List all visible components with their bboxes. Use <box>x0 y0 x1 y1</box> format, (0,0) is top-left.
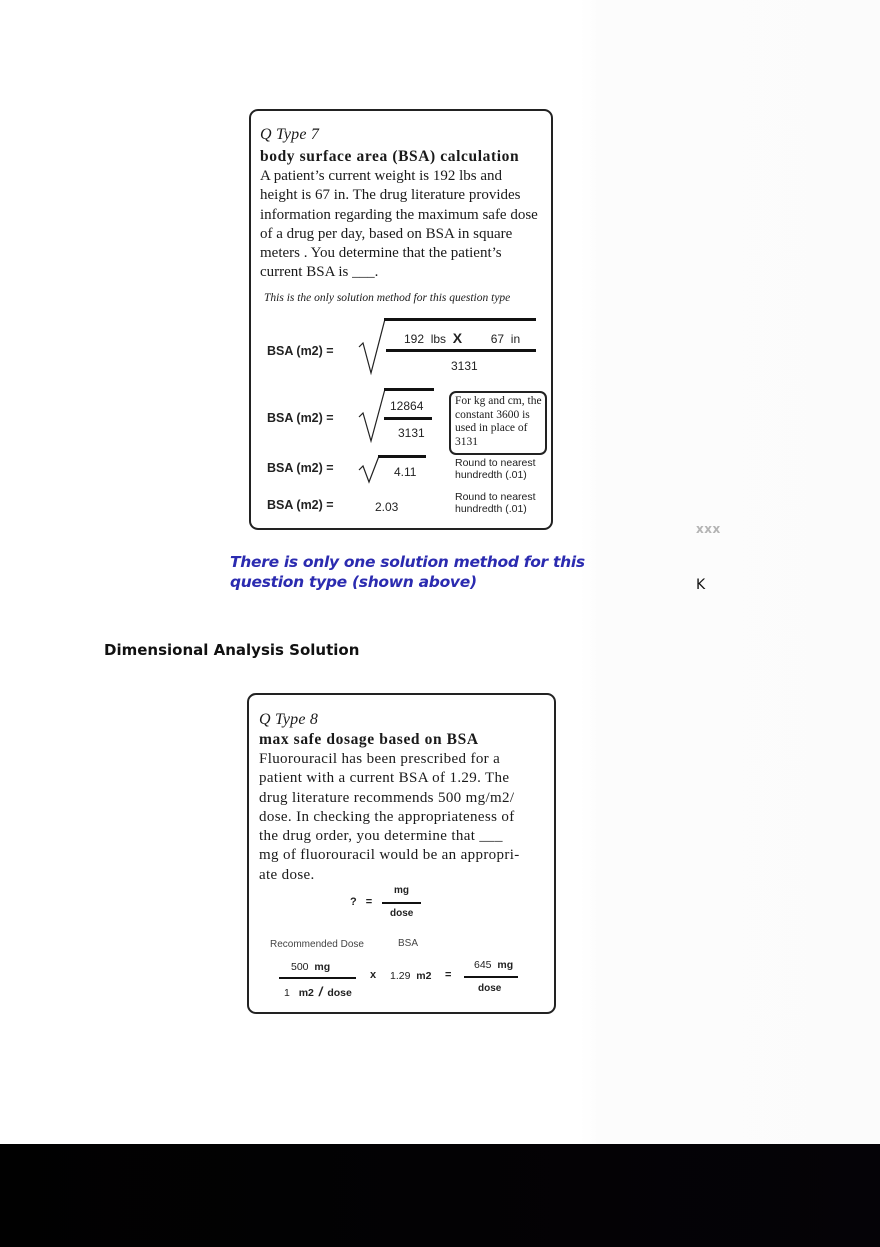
q-type-8-card <box>247 693 556 1014</box>
unknown-symbol: ? <box>350 896 357 908</box>
radical-bar <box>384 388 434 391</box>
result-denominator: dose <box>478 983 502 994</box>
constant-note-line: For kg and cm, the <box>455 395 542 407</box>
fraction-bar <box>382 902 421 904</box>
radical-bar <box>378 455 426 458</box>
q7-body-line: information regarding the maximum safe dose <box>260 206 538 223</box>
margin-mark-xxx: xxx <box>696 522 721 536</box>
bsa-term <box>390 970 431 982</box>
square-root-icon <box>357 454 387 484</box>
setup-unknown <box>350 896 372 908</box>
constant-note-box <box>449 391 547 455</box>
height-value: 67 <box>490 332 505 346</box>
round-note-line: hundredth (.01) <box>455 469 527 481</box>
weight-value: 192 <box>404 332 425 346</box>
q7-step2-numerator: 12864 <box>390 399 424 413</box>
margin-mark-k: K <box>696 577 706 593</box>
fraction-bar <box>464 976 518 978</box>
q7-title: body surface area (BSA) calculation <box>260 148 520 165</box>
setup-numerator: mg <box>394 885 409 896</box>
weight-unit: lbs <box>430 332 447 346</box>
bsa-unit: m2 <box>416 970 432 982</box>
section-heading: Dimensional Analysis Solution <box>104 641 360 659</box>
dose-value: 500 <box>291 961 309 973</box>
equals-symbol: = <box>365 896 373 908</box>
solution-method-note <box>230 552 585 592</box>
multiply-operator: X <box>452 330 463 346</box>
q8-title: max safe dosage based on BSA <box>259 731 479 748</box>
bsa-header: BSA <box>398 938 419 949</box>
q7-step1-denominator: 3131 <box>451 359 478 373</box>
q7-body <box>260 167 538 283</box>
fraction-bar <box>386 349 536 352</box>
q-type-7-card <box>249 109 553 530</box>
result-value: 645 <box>474 959 492 971</box>
q7-method-note: This is the only solution method for this question type <box>264 292 511 304</box>
constant-note-line: used in place of <box>455 422 528 434</box>
q7-body-line: current BSA is ___. <box>260 264 379 281</box>
square-root-icon <box>357 387 387 445</box>
round-note-line: hundredth (.01) <box>455 503 527 515</box>
q8-body-line: patient with a current BSA of 1.29. The <box>259 770 510 787</box>
fraction-bar <box>384 417 432 420</box>
dose-unit: mg <box>314 961 331 973</box>
square-root-icon <box>357 317 387 377</box>
q7-step3-label: BSA (m2) = <box>267 461 334 475</box>
result-numerator <box>474 959 513 971</box>
q7-type-label: Q Type 7 <box>260 126 320 143</box>
q7-step2-denominator: 3131 <box>398 426 425 440</box>
den-unit2: dose <box>327 987 352 999</box>
q7-step4-note <box>455 491 536 515</box>
bottom-black-band <box>0 1144 880 1247</box>
constant-note-line: constant 3600 is <box>455 408 530 421</box>
q7-step4-label: BSA (m2) = <box>267 498 334 512</box>
q8-body <box>259 750 520 885</box>
height-unit: in <box>510 332 521 346</box>
q8-type-label: Q Type 8 <box>259 711 319 728</box>
frac1-numerator <box>291 961 330 973</box>
q7-body-line: meters . You determine that the patient’s <box>260 245 502 262</box>
q8-body-line: drug literature recommends 500 mg/m2/ <box>259 789 515 806</box>
slash: / <box>318 984 323 999</box>
result-equals: = <box>445 969 452 981</box>
q7-step1-label: BSA (m2) = <box>267 344 334 358</box>
bsa-value: 1.29 <box>390 970 411 982</box>
result-unit: mg <box>497 959 514 971</box>
q7-step1-numerator <box>404 330 520 346</box>
setup-denominator: dose <box>390 908 414 919</box>
radical-bar <box>384 318 536 321</box>
q8-body-line: dose. In checking the appropriateness of <box>259 808 515 825</box>
fraction-bar <box>279 977 356 979</box>
round-note-line: Round to nearest <box>455 491 536 503</box>
solution-method-note-line: question type (shown above) <box>230 573 477 591</box>
times-operator: x <box>370 969 377 981</box>
q8-body-line: the drug order, you determine that ___ <box>259 828 503 845</box>
q8-body-line: Fluorouracil has been prescribed for a <box>259 751 501 767</box>
frac1-denominator <box>284 984 352 999</box>
solution-method-note-line: There is only one solution method for this <box>230 553 585 571</box>
constant-note-line: 3131 <box>455 435 478 448</box>
den-unit: m2 <box>298 987 314 999</box>
q7-step3-value: 4.11 <box>394 465 417 479</box>
round-note-line: Round to nearest <box>455 457 536 469</box>
q7-body-line: of a drug per day, based on BSA in square <box>260 225 513 242</box>
q7-body-line: height is 67 in. The drug literature provides <box>260 187 521 204</box>
recommended-dose-header: Recommended Dose <box>270 939 364 950</box>
q7-step3-note <box>455 457 536 481</box>
den-value: 1 <box>284 987 290 999</box>
q8-body-line: mg of fluorouracil would be an appropri- <box>259 847 520 864</box>
q8-body-line: ate dose. <box>259 866 315 883</box>
q7-body-line: A patient’s current weight is 192 lbs and <box>260 168 503 184</box>
q7-step2-label: BSA (m2) = <box>267 411 334 425</box>
q7-step4-value: 2.03 <box>375 500 399 514</box>
